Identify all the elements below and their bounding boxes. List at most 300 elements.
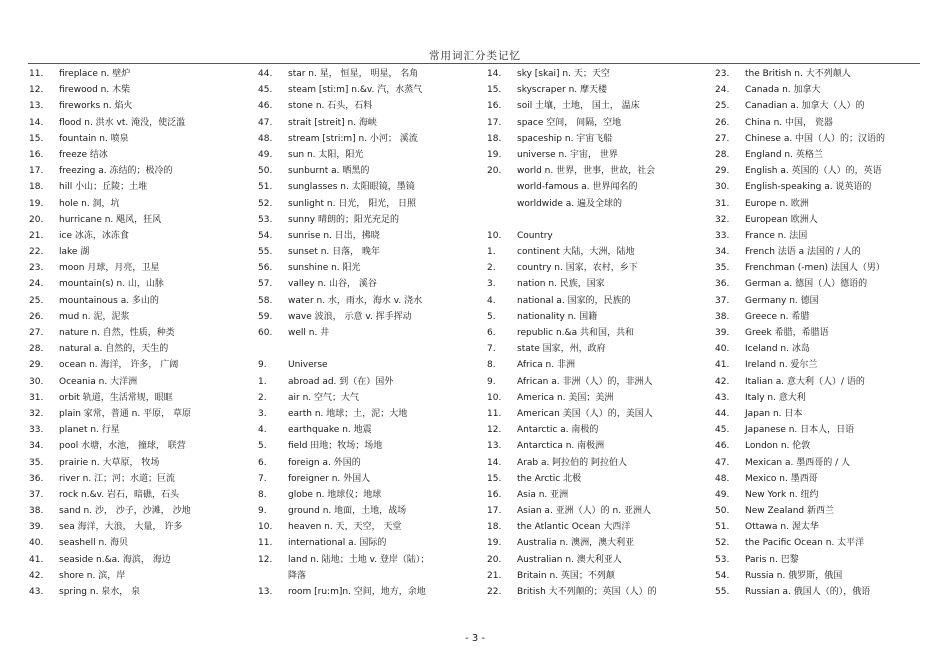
vocab-entry	[715, 131, 920, 147]
entry-number: 15.	[487, 473, 502, 484]
entry-text: Ireland n. 爱尔兰	[745, 360, 818, 371]
entry-text: China n. 中国， 瓷器	[745, 117, 833, 128]
entry-text: nationality n. 国籍	[517, 311, 598, 322]
entry-number: 26.	[715, 117, 730, 128]
vocab-entry	[258, 341, 483, 357]
entry-number: 22.	[29, 247, 44, 258]
entry-number: 17.	[487, 117, 502, 128]
entry-number: 44.	[258, 69, 273, 79]
entry-text: moon 月球，月亮，卫星	[59, 263, 160, 274]
entry-text: star n. 星， 恒星， 明星， 名角	[288, 69, 419, 79]
vocab-entry	[258, 325, 483, 341]
vocab-entry	[487, 293, 709, 309]
entry-number: 3.	[258, 408, 267, 419]
entry-number: 19.	[29, 198, 44, 209]
vocab-entry	[715, 503, 920, 519]
entry-text: 降落	[288, 570, 307, 581]
entry-number: 49.	[715, 489, 730, 500]
vocab-entry	[258, 309, 483, 325]
entry-number: 16.	[487, 101, 502, 112]
entry-text: sunglasses n. 太阳眼镜，墨镜	[288, 182, 415, 193]
vocab-entry	[29, 584, 249, 600]
entry-number: 12.	[487, 425, 502, 436]
vocab-entry	[715, 357, 920, 373]
entry-text: Iceland n. 冰岛	[745, 344, 810, 355]
entry-number: 43.	[29, 587, 44, 597]
vocab-entry	[258, 244, 483, 260]
entry-number: 46.	[715, 441, 730, 452]
entry-number: 14.	[487, 69, 502, 79]
entry-text: freezing a. 冻结的；极冷的	[59, 166, 173, 177]
entry-text: Antarctic a. 南极的	[517, 425, 599, 436]
entry-text: valley n. 山谷， 溪谷	[288, 279, 377, 290]
entry-text: world-famous a. 世界闻名的	[517, 182, 638, 193]
entry-number: 13.	[487, 441, 502, 452]
vocab-entry	[29, 309, 249, 325]
vocab-entry	[29, 260, 249, 276]
entry-text: international a. 国际的	[288, 538, 387, 549]
entry-text: skyscraper n. 摩天楼	[517, 85, 607, 96]
entry-text: sky [skai] n. 天；天空	[517, 69, 610, 79]
vocab-entry	[29, 131, 249, 147]
entry-number: 44.	[715, 408, 730, 419]
vocab-entry	[258, 438, 483, 454]
vocab-entry	[29, 503, 249, 519]
vocab-entry	[258, 406, 483, 422]
vocab-entry	[29, 438, 249, 454]
vocab-entry	[715, 374, 920, 390]
entry-number: 31.	[29, 392, 44, 403]
vocab-entry	[29, 422, 249, 438]
vocab-entry	[258, 276, 483, 292]
vocab-entry	[29, 406, 249, 422]
entry-text: seaside n.&a. 海滨， 海边	[59, 554, 171, 565]
entry-number: 20.	[29, 214, 44, 225]
entry-number: 54.	[258, 230, 273, 241]
entry-number: 15.	[29, 133, 44, 144]
vocab-entry	[715, 98, 920, 114]
entry-number: 1.	[487, 247, 496, 258]
entry-text: room [ru:m]n. 空间，地方，余地	[288, 587, 426, 597]
entry-number: 15.	[487, 85, 502, 96]
entry-number: 10.	[487, 392, 502, 403]
entry-number: 9.	[258, 360, 267, 371]
vocab-entry	[487, 503, 709, 519]
entry-number: 50.	[715, 506, 730, 517]
entry-text: flood n. 洪水 vt. 淹没，使泛滥	[59, 117, 186, 128]
entry-text: well n. 井	[288, 328, 330, 338]
vocab-entry	[29, 341, 249, 357]
page-title: 常用词汇分类记忆	[429, 50, 521, 62]
entry-number: 46.	[258, 101, 273, 112]
entry-number: 20.	[487, 166, 502, 177]
vocab-entry	[715, 341, 920, 357]
vocab-entry	[29, 276, 249, 292]
vocab-entry	[487, 471, 709, 487]
vocab-entry	[258, 455, 483, 471]
entry-text: space 空间， 间隔，空地	[517, 117, 622, 128]
vocab-entry	[258, 131, 483, 147]
entry-text: freeze 结冰	[59, 149, 108, 160]
entry-number: 53.	[715, 554, 730, 565]
entry-number: 16.	[487, 489, 502, 500]
entry-number: 6.	[258, 457, 267, 468]
vocab-entry	[487, 357, 709, 373]
vocab-entry	[29, 568, 249, 584]
entry-text: firewood n. 木柴	[59, 85, 131, 96]
entry-number: 24.	[29, 279, 44, 290]
entry-number: 12.	[258, 554, 273, 565]
entry-number: 59.	[258, 311, 273, 322]
entry-text: Europe n. 欧洲	[745, 198, 809, 209]
vocab-entry	[29, 212, 249, 228]
vocab-entry	[487, 552, 709, 568]
entry-text: Chinese a. 中国（人）的；汉语的	[745, 133, 886, 144]
entry-text: Britain n. 英国；不列颠	[517, 570, 615, 581]
vocab-column-4	[715, 66, 920, 600]
entry-number: 60.	[258, 328, 273, 338]
entry-number: 37.	[29, 489, 44, 500]
entry-number: 14.	[487, 457, 502, 468]
entry-number: 41.	[29, 554, 44, 565]
entry-text: country n. 国家，农村，乡下	[517, 263, 638, 274]
entry-text: ground n. 地面，土地，战场	[288, 506, 407, 517]
entry-text: English-speaking a. 说英语的	[745, 182, 872, 193]
vocab-entry	[487, 276, 709, 292]
vocab-entry	[258, 487, 483, 503]
entry-text: republic n.&a 共和国，共和	[517, 328, 634, 338]
vocab-entry	[715, 535, 920, 551]
vocab-entry	[258, 519, 483, 535]
entry-text: the British n. 大不列颠人	[745, 69, 851, 79]
entry-number: 30.	[715, 182, 730, 193]
entry-number: 45.	[258, 85, 273, 96]
vocab-entry	[715, 552, 920, 568]
entry-text: Mexico n. 墨西哥	[745, 473, 818, 484]
vocab-entry	[29, 228, 249, 244]
entry-text: rock n.&v. 岩石，暗礁，石头	[59, 489, 179, 500]
vocab-entry	[487, 228, 709, 244]
vocab-entry	[487, 487, 709, 503]
entry-number: 52.	[258, 198, 273, 209]
entry-text: Paris n. 巴黎	[745, 554, 799, 565]
vocab-entry	[715, 325, 920, 341]
entry-number: 17.	[487, 506, 502, 517]
entry-text: fireplace n. 壁炉	[59, 69, 131, 79]
entry-text: Arab a. 阿拉伯的 阿拉伯人	[517, 457, 628, 468]
entry-number: 48.	[715, 473, 730, 484]
vocab-entry	[29, 293, 249, 309]
entry-text: sunshine n. 阳光	[288, 263, 361, 274]
entry-text: nature n. 自然，性质，种类	[59, 328, 175, 338]
vocab-entry	[487, 406, 709, 422]
entry-number: 9.	[487, 376, 496, 387]
entry-number: 18.	[487, 133, 502, 144]
vocab-entry	[715, 115, 920, 131]
header-rule	[28, 63, 920, 64]
vocab-entry	[715, 82, 920, 98]
entry-text: strait [streit] n. 海峡	[288, 117, 377, 128]
entry-text: Asian a. 亚洲（人）的 n. 亚洲人	[517, 506, 651, 517]
entry-number: 39.	[715, 328, 730, 338]
entry-text: foreign a. 外国的	[288, 457, 361, 468]
entry-text: world n. 世界，世事，世故，社会	[517, 166, 656, 177]
entry-text: Canada n. 加拿大	[745, 85, 821, 96]
entry-text: planet n. 行星	[59, 425, 120, 436]
vocab-entry	[29, 244, 249, 260]
vocab-entry	[258, 98, 483, 114]
entry-number: 19.	[487, 538, 502, 549]
entry-text: Russia n. 俄罗斯，俄国	[745, 570, 843, 581]
entry-number: 49.	[258, 149, 273, 160]
vocab-entry	[715, 471, 920, 487]
entry-number: 54.	[715, 570, 730, 581]
entry-number: 6.	[487, 328, 496, 338]
entry-text: sunlight n. 日光， 阳光， 日照	[288, 198, 417, 209]
vocab-entry	[715, 293, 920, 309]
vocab-entry	[29, 163, 249, 179]
entry-number: 7.	[258, 473, 267, 484]
entry-number: 10.	[487, 230, 502, 241]
vocab-entry	[258, 163, 483, 179]
entry-number: 29.	[715, 166, 730, 177]
entry-text: the Atlantic Ocean 大西洋	[517, 522, 631, 533]
entry-text: London n. 伦敦	[745, 441, 811, 452]
vocab-entry	[715, 438, 920, 454]
entry-number: 13.	[258, 587, 273, 597]
entry-text: English a. 英国的（人）的，英语	[745, 166, 882, 177]
vocab-entry	[258, 584, 483, 600]
vocab-entry	[487, 390, 709, 406]
vocab-entry	[29, 519, 249, 535]
entry-text: wave 波浪， 示意 v. 挥手挥动	[288, 311, 412, 322]
entry-text: Antarctica n. 南极洲	[517, 441, 605, 452]
entry-number: 32.	[29, 408, 44, 419]
entry-number: 40.	[715, 344, 730, 355]
entry-number: 21.	[29, 230, 44, 241]
entry-text: land n. 陆地；土地 v. 登岸（陆）；	[288, 554, 430, 565]
vocab-entry	[29, 357, 249, 373]
vocab-entry	[715, 568, 920, 584]
entry-number: 1.	[258, 376, 267, 387]
vocab-entry	[29, 196, 249, 212]
vocab-entry	[715, 276, 920, 292]
entry-text: foreigner n. 外国人	[288, 473, 371, 484]
entry-text: the Arctic 北极	[517, 473, 582, 484]
entry-text: Oceania n. 大洋洲	[59, 376, 138, 387]
entry-number: 22.	[487, 587, 502, 597]
vocab-entry	[258, 115, 483, 131]
vocab-entry	[258, 147, 483, 163]
entry-text: Australia n. 澳洲，澳大利亚	[517, 538, 635, 549]
vocab-entry	[487, 260, 709, 276]
vocab-entry	[715, 212, 920, 228]
vocab-entry	[258, 82, 483, 98]
entry-number: 58.	[258, 295, 273, 306]
entry-number: 20.	[487, 554, 502, 565]
entry-text: fountain n. 喷泉	[59, 133, 129, 144]
vocab-entry	[258, 228, 483, 244]
entry-number: 30.	[29, 376, 44, 387]
entry-number: 33.	[715, 230, 730, 241]
entry-number: 25.	[29, 295, 44, 306]
entry-number: 2.	[487, 263, 496, 274]
entry-text: hill 小山；丘陵；土堆	[59, 182, 148, 193]
entry-text: Greece n. 希腊	[745, 311, 810, 322]
entry-text: Japanese n. 日本人，日语	[745, 425, 855, 436]
vocab-entry	[258, 422, 483, 438]
vocab-entry	[487, 131, 709, 147]
entry-text: African a. 非洲（人）的，非洲人	[517, 376, 653, 387]
vocab-entry	[487, 196, 709, 212]
vocab-entry	[487, 82, 709, 98]
entry-text: Ottawa n. 渥太华	[745, 522, 819, 533]
entry-number: 24.	[715, 85, 730, 96]
entry-number: 41.	[715, 360, 730, 371]
entry-number: 47.	[258, 117, 273, 128]
entry-text: Africa n. 非洲	[517, 360, 575, 371]
vocab-entry	[487, 212, 709, 228]
entry-number: 50.	[258, 166, 273, 177]
vocab-entry	[258, 293, 483, 309]
vocab-entry	[258, 552, 483, 568]
entry-number: 45.	[715, 425, 730, 436]
entry-text: state 国家，州，政府	[517, 344, 606, 355]
vocab-entry	[258, 374, 483, 390]
entry-text: orbit 轨道，生活常规，眼眶	[59, 392, 173, 403]
entry-text: America n. 美国；美洲	[517, 392, 614, 403]
entry-number: 33.	[29, 425, 44, 436]
entry-text: river n. 江；河；水道；巨流	[59, 473, 176, 484]
entry-number: 17.	[29, 166, 44, 177]
entry-number: 51.	[715, 522, 730, 533]
page-number: - 3 -	[465, 633, 485, 644]
vocab-entry	[715, 196, 920, 212]
vocab-entry	[29, 552, 249, 568]
entry-text: sunburnt a. 晒黑的	[288, 166, 370, 177]
entry-number: 40.	[29, 538, 44, 549]
entry-text: plain 家常，普通 n. 平原， 草原	[59, 408, 191, 419]
vocab-entry	[258, 471, 483, 487]
entry-text: sand n. 沙， 沙子，沙滩， 沙地	[59, 506, 191, 517]
vocab-entry	[29, 374, 249, 390]
entry-number: 18.	[29, 182, 44, 193]
entry-text: England n. 英格兰	[745, 149, 823, 160]
vocab-entry	[29, 455, 249, 471]
entry-number: 28.	[29, 344, 44, 355]
entry-text: France n. 法国	[745, 230, 808, 241]
entry-text: French 法语 a 法国的 / 人的	[745, 247, 861, 258]
entry-number: 12.	[29, 85, 44, 96]
entry-text: universe n. 宇宙， 世界	[517, 149, 618, 160]
vocab-entry	[487, 115, 709, 131]
entry-number: 37.	[715, 295, 730, 306]
entry-text: lake 湖	[59, 247, 90, 258]
entry-text: mountain(s) n. 山，山脉	[59, 279, 164, 290]
entry-number: 38.	[29, 506, 44, 517]
entry-text: heaven n. 天，天空， 天堂	[288, 522, 402, 533]
entry-text: prairie n. 大草原， 牧场	[59, 457, 160, 468]
entry-text: water n. 水，雨水，海水 v. 浇水	[288, 295, 423, 306]
entry-text: hole n. 洞，坑	[59, 198, 120, 209]
vocab-entry	[487, 309, 709, 325]
entry-text: sunrise n. 日出，拂晓	[288, 230, 380, 241]
vocab-entry	[715, 455, 920, 471]
vocab-entry	[487, 341, 709, 357]
vocab-entry	[715, 309, 920, 325]
entry-text: mud n. 泥，泥浆	[59, 311, 130, 322]
entry-number: 8.	[487, 360, 496, 371]
entry-number: 2.	[258, 392, 267, 403]
entry-number: 29.	[29, 360, 44, 371]
entry-text: Russian a. 俄国人（的），俄语	[745, 587, 871, 597]
vocab-entry	[715, 228, 920, 244]
vocab-entry	[258, 568, 483, 584]
entry-number: 47.	[715, 457, 730, 468]
vocab-entry	[29, 535, 249, 551]
entry-text: pool 水塘，水池， 撞球， 联营	[59, 441, 186, 452]
entry-number: 35.	[715, 263, 730, 274]
entry-number: 7.	[487, 344, 496, 355]
entry-number: 43.	[715, 392, 730, 403]
entry-text: stream [stri:m] n. 小河； 溪流	[288, 133, 418, 144]
vocab-entry	[29, 147, 249, 163]
entry-text: Japan n. 日本	[745, 408, 803, 419]
entry-number: 10.	[258, 522, 273, 533]
entry-text: New Zealand 新西兰	[745, 506, 835, 517]
vocab-entry	[715, 487, 920, 503]
vocab-entry	[487, 535, 709, 551]
vocab-entry	[715, 66, 920, 82]
entry-text: Italy n. 意大利	[745, 392, 806, 403]
vocab-entry	[487, 325, 709, 341]
entry-number: 38.	[715, 311, 730, 322]
entry-text: worldwide a. 遍及全球的	[517, 198, 622, 209]
vocab-entry	[715, 147, 920, 163]
entry-number: 21.	[487, 570, 502, 581]
entry-text: earth n. 地球；土，泥；大地	[288, 408, 408, 419]
entry-number: 34.	[715, 247, 730, 258]
entry-text: the Pacific Ocean n. 太平洋	[745, 538, 865, 549]
vocab-entry	[258, 66, 483, 82]
entry-text: Asia n. 亚洲	[517, 489, 569, 500]
entry-text: sunset n. 日落， 晚年	[288, 247, 380, 258]
vocab-entry	[29, 82, 249, 98]
entry-text: Italian a. 意大利（人）/ 语的	[745, 376, 865, 387]
entry-number: 52.	[715, 538, 730, 549]
entry-text: seashell n. 海贝	[59, 538, 128, 549]
entry-text: national a. 国家的，民族的	[517, 295, 631, 306]
vocab-entry	[715, 390, 920, 406]
vocab-entry	[715, 584, 920, 600]
entry-number: 51.	[258, 182, 273, 193]
vocab-entry	[29, 487, 249, 503]
vocab-entry	[487, 179, 709, 195]
entry-number: 27.	[29, 328, 44, 338]
vocab-entry	[715, 163, 920, 179]
vocab-entry	[715, 179, 920, 195]
entry-text: stone n. 石头，石料	[288, 101, 373, 112]
entry-text: hurricane n. 飓风，狂风	[59, 214, 162, 225]
entry-text: Country	[517, 230, 553, 241]
entry-number: 31.	[715, 198, 730, 209]
entry-number: 36.	[29, 473, 44, 484]
vocab-entry	[29, 66, 249, 82]
entry-text: German a. 德国（人）德语的	[745, 279, 868, 290]
entry-text: nation n. 民族，国家	[517, 279, 605, 290]
entry-text: shore n. 滨，岸	[59, 570, 126, 581]
entry-text: Germany n. 德国	[745, 295, 819, 306]
